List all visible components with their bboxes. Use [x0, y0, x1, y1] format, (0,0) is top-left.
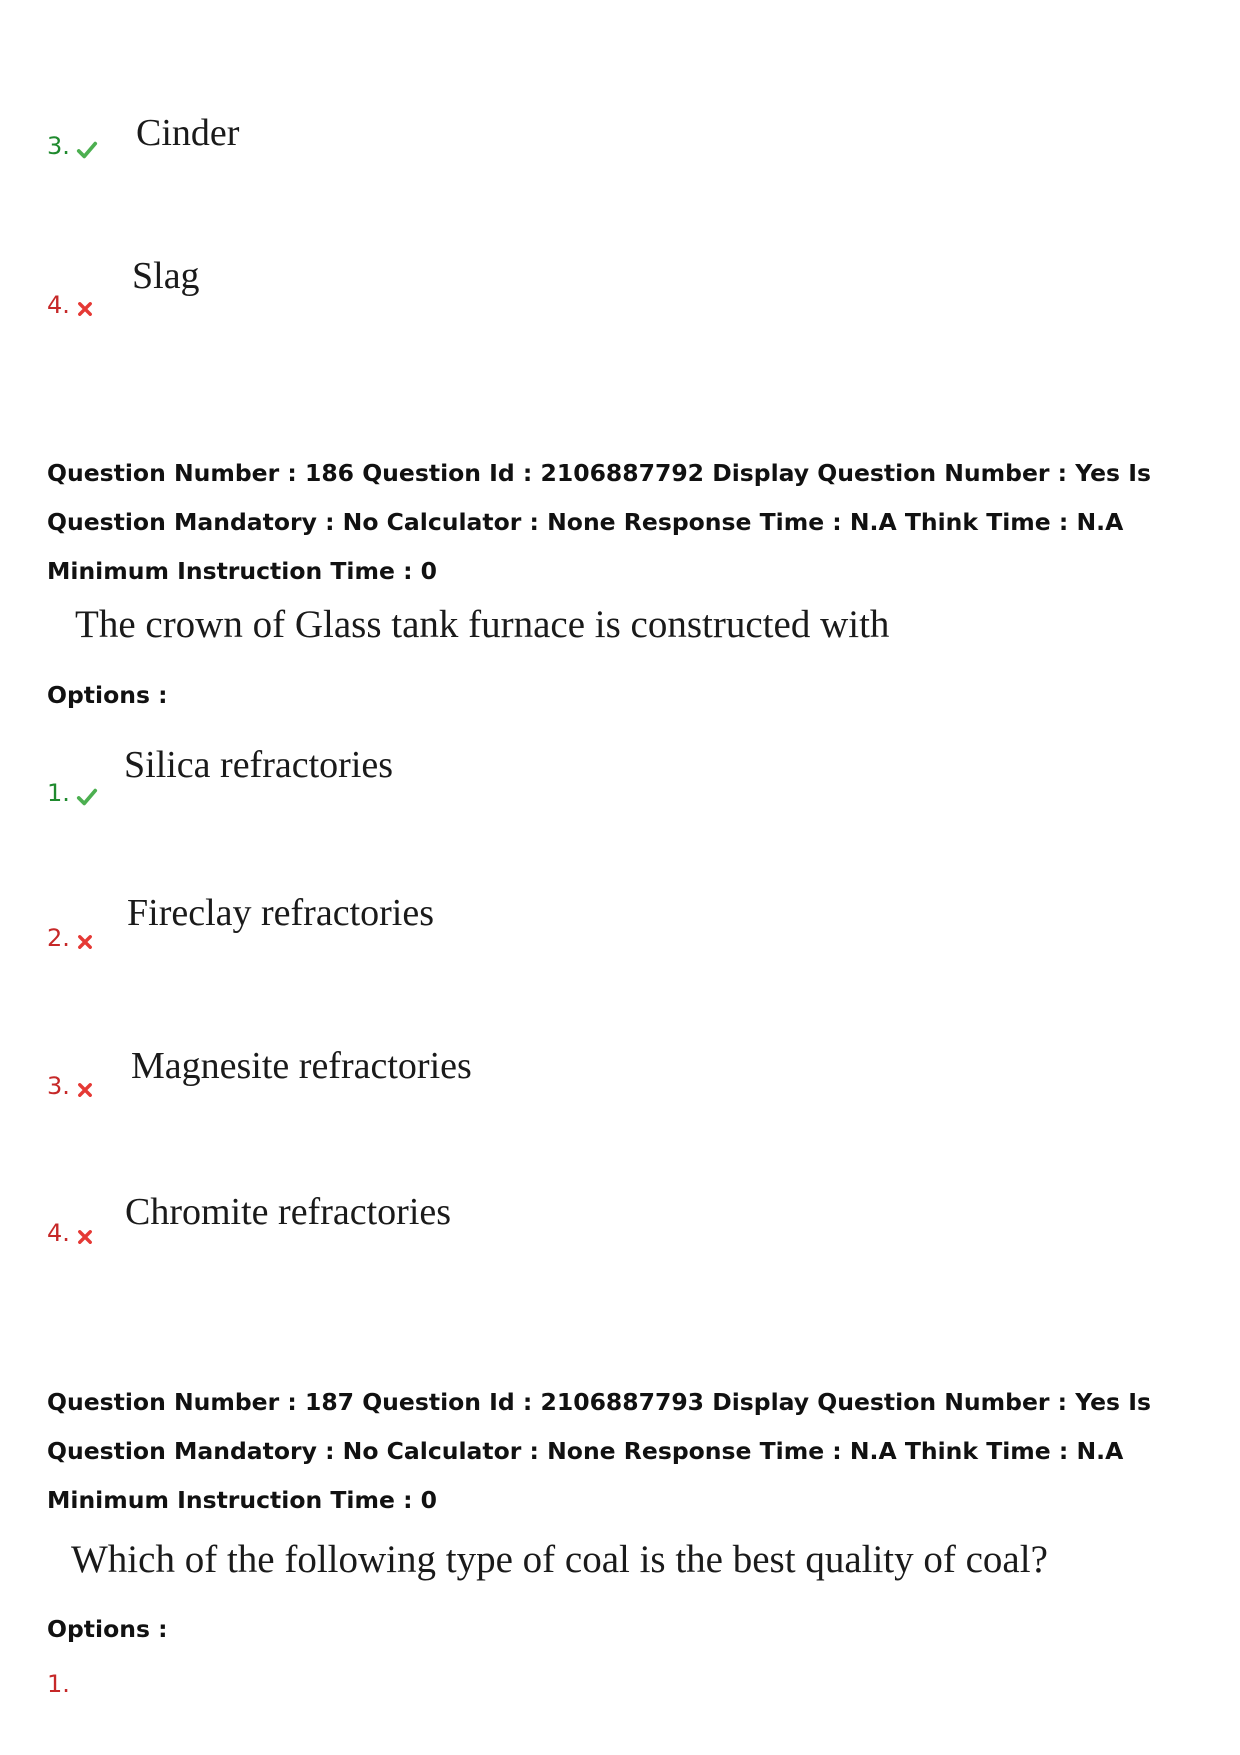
cross-icon: [76, 1081, 94, 1099]
q186-option-2: [47, 924, 94, 952]
question-186-stem: The crown of Glass tank furnace is constructed with: [75, 603, 890, 646]
option-number: 4.: [47, 1219, 70, 1247]
option-number: 3.: [47, 1072, 70, 1100]
cross-icon: [76, 933, 94, 951]
question-186-meta: Question Number : 186 Question Id : 2106887792 Display Question Number : Yes Is Question Mandatory : No Calculator : None Response Time : N.A Think Time : N.A Minimum Instruction Time : 0: [47, 459, 1151, 585]
check-icon: [76, 139, 98, 161]
option-number: 2.: [47, 924, 70, 952]
prev-option-4-text: Slag: [132, 255, 200, 297]
question-187-options-label: Options :: [47, 1615, 168, 1643]
prev-option-4: [47, 291, 94, 319]
q186-option-2-text: Fireclay refractories: [127, 892, 434, 934]
check-icon: [76, 786, 98, 808]
q186-option-3: [47, 1072, 94, 1100]
option-number: 4.: [47, 291, 70, 319]
q186-option-3-text: Magnesite refractories: [131, 1045, 472, 1087]
option-number: 1.: [47, 1670, 70, 1698]
prev-option-3: [47, 132, 98, 161]
q187-option-1: [47, 1670, 70, 1698]
question-187-stem: Which of the following type of coal is the best quality of coal?: [71, 1538, 1048, 1581]
option-number: 3.: [47, 132, 70, 160]
q186-option-1: [47, 779, 98, 808]
option-number: 1.: [47, 779, 70, 807]
q186-option-1-text: Silica refractories: [124, 744, 394, 786]
q186-option-4-text: Chromite refractories: [125, 1191, 452, 1233]
cross-icon: [76, 1228, 94, 1246]
question-187-meta: Question Number : 187 Question Id : 2106887793 Display Question Number : Yes Is Question Mandatory : No Calculator : None Response Time : N.A Think Time : N.A Minimum Instruction Time : 0: [47, 1388, 1151, 1514]
prev-option-3-text: Cinder: [136, 112, 240, 154]
q186-option-4: [47, 1219, 94, 1247]
cross-icon: [76, 300, 94, 318]
question-186-options-label: Options :: [47, 681, 168, 709]
